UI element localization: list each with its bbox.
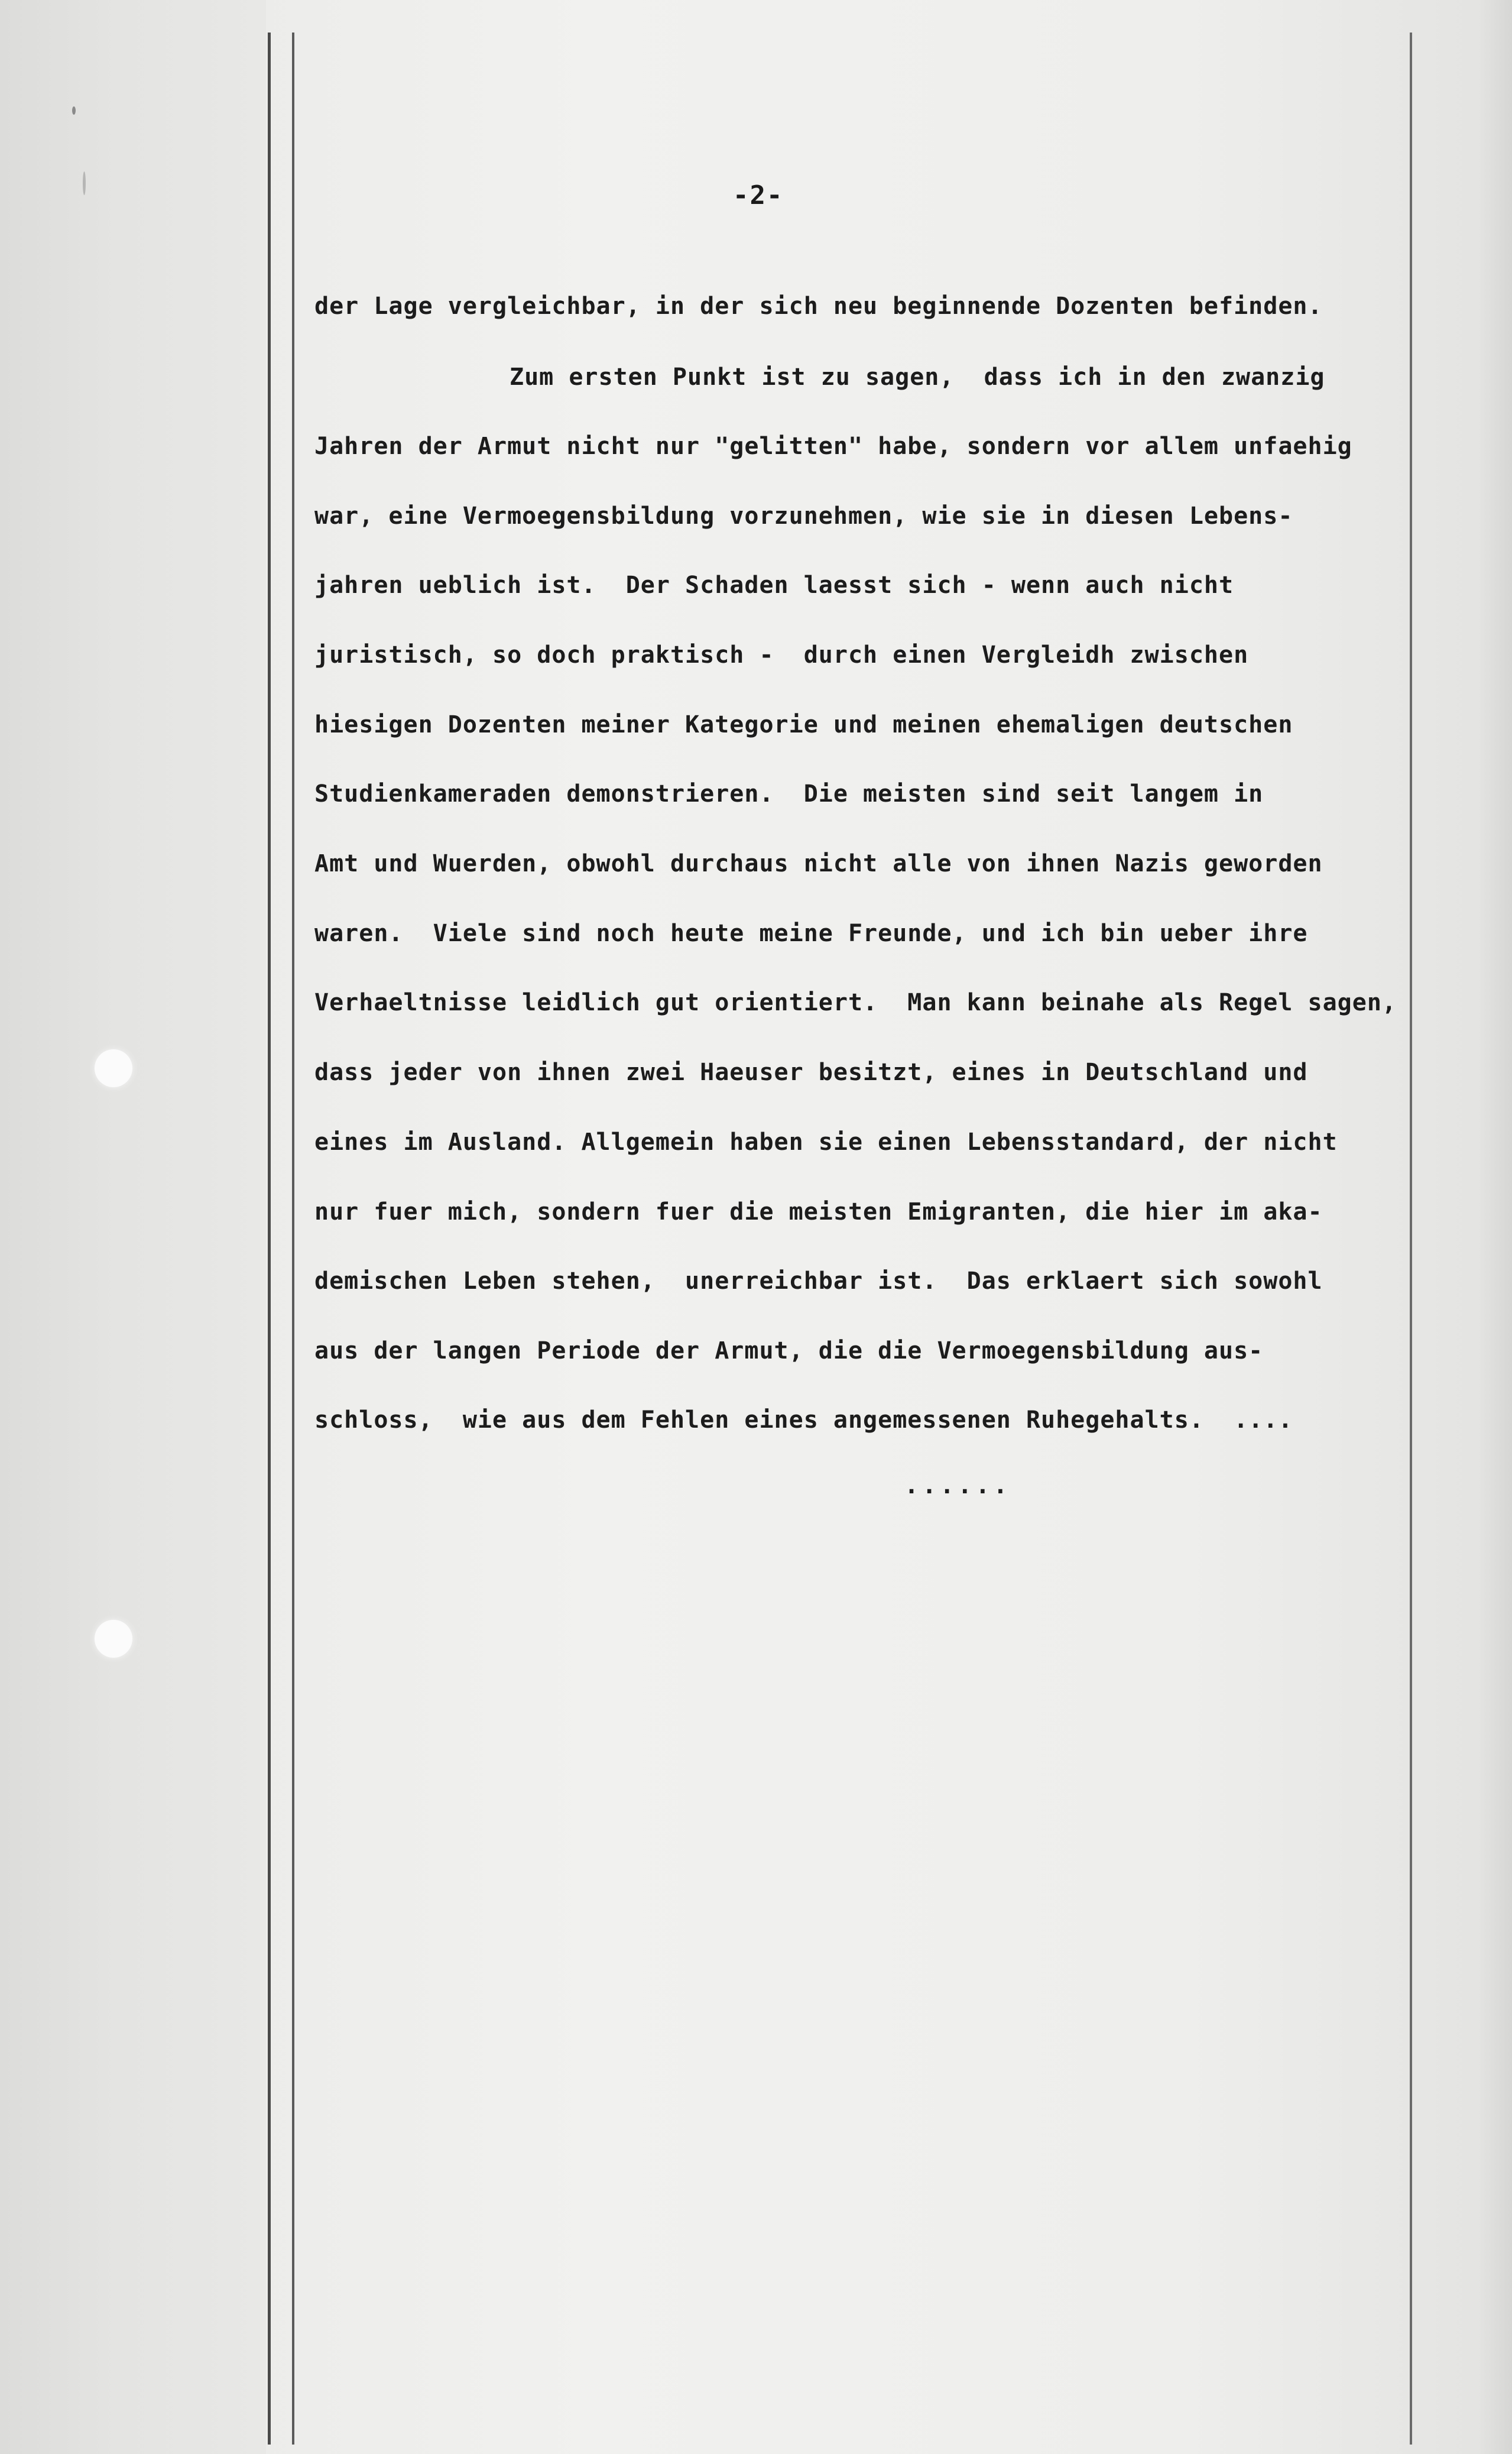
punch-hole-upper <box>95 1049 132 1087</box>
text-line: jahren ueblich ist. Der Schaden laesst sich - wenn auch nicht <box>314 572 1234 599</box>
margin-rule-right <box>1410 33 1412 2445</box>
text-line: der Lage vergleichbar, in der sich neu beginnende Dozenten befinden. <box>314 293 1323 320</box>
scan-speck <box>72 106 76 115</box>
text-line: Studienkameraden demonstrieren. Die meisten sind seit langem in <box>314 780 1264 808</box>
page-number: -2- <box>733 180 784 210</box>
text-line: Verhaeltnisse leidlich gut orientiert. Man kann beinahe als Regel sagen, <box>314 989 1397 1016</box>
text-line: aus der langen Periode der Armut, die die Vermoegensbildung aus- <box>314 1337 1264 1364</box>
text-line: schloss, wie aus dem Fehlen eines angemessenen Ruhegehalts. .... <box>314 1406 1293 1434</box>
text-line: demischen Leben stehen, unerreichbar ist. Das erklaert sich sowohl <box>314 1267 1323 1295</box>
punch-hole-lower <box>95 1620 132 1658</box>
margin-rule-inner <box>292 33 294 2445</box>
text-line: Amt und Wuerden, obwohl durchaus nicht alle von ihnen Nazis geworden <box>314 850 1323 877</box>
text-line: juristisch, so doch praktisch - durch einen Vergleidh zwischen <box>314 641 1249 669</box>
text-line: nur fuer mich, sondern fuer die meisten Emigranten, die hier im aka- <box>314 1198 1323 1226</box>
margin-rule-outer <box>268 33 271 2445</box>
text-line: Jahren der Armut nicht nur "gelitten" habe, sondern vor allem unfaehig <box>314 433 1352 460</box>
text-line: waren. Viele sind noch heute meine Freunde, und ich bin ueber ihre <box>314 920 1308 947</box>
closing-ellipsis: ...... <box>904 1472 1011 1499</box>
text-line: hiesigen Dozenten meiner Kategorie und meinen ehemaligen deutschen <box>314 711 1293 738</box>
left-binding-margin <box>0 0 266 2454</box>
text-line: eines im Ausland. Allgemein haben sie einen Lebensstandard, der nicht <box>314 1129 1338 1156</box>
text-line: Zum ersten Punkt ist zu sagen, dass ich in den zwanzig <box>510 364 1325 391</box>
text-line: dass jeder von ihnen zwei Haeuser besitzt, eines in Deutschland und <box>314 1059 1308 1086</box>
scan-speck <box>83 171 86 195</box>
text-line: war, eine Vermoegensbildung vorzunehmen, wie sie in diesen Lebens- <box>314 503 1293 530</box>
